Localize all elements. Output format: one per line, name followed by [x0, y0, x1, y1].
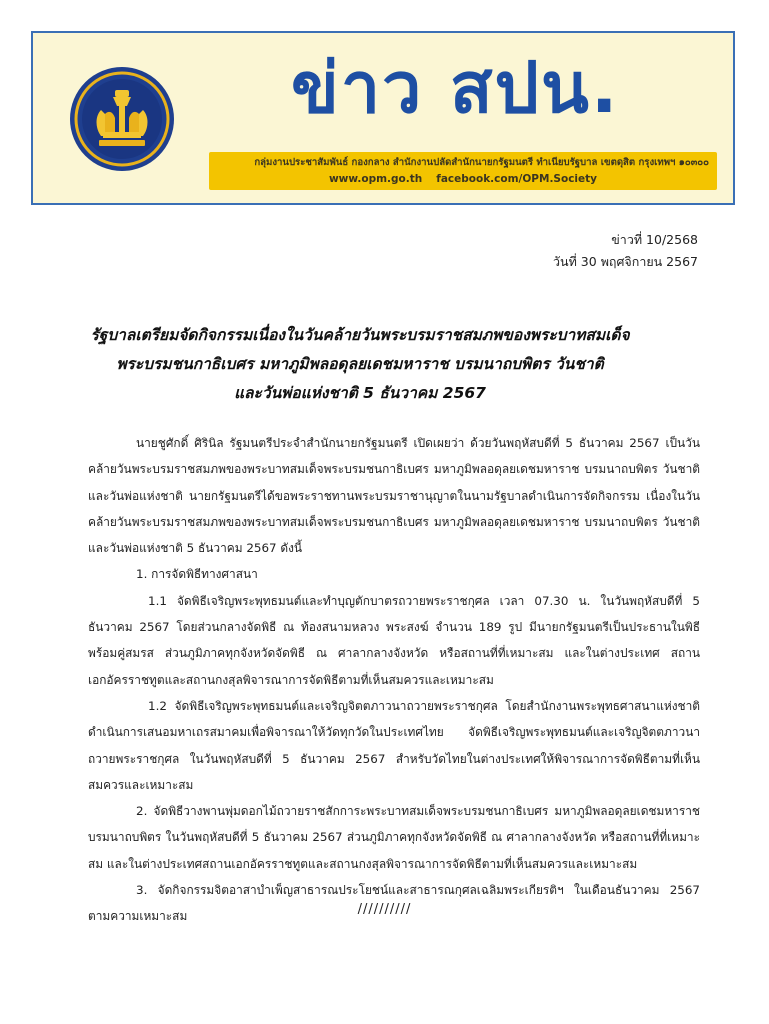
- news-headline: [70, 321, 650, 408]
- item-3-paragraph: 3. จัดกิจกรรมจิตอาสาบำเพ็ญสาธารณประโยชน์และสาธารณกุศลเฉลิมพระเกียรติฯ ในเดือนธันวาคม 2567 ตามความเหมาะสม: [88, 883, 700, 924]
- headline-line-3: และวันพ่อแห่งชาติ 5 ธันวาคม 2567: [234, 384, 486, 402]
- closing-marks: //////////: [357, 902, 412, 917]
- headline-line-1: รัฐบาลเตรียมจัดกิจกรรมเนื่องในวันคล้ายวันพระบรมราชสมภพของพระบาทสมเด็จ: [90, 326, 630, 344]
- contact-info-strip: [209, 152, 717, 190]
- news-brand-title: ข่าว สปน.: [291, 47, 620, 129]
- item-1-1-paragraph: 1.1 จัดพิธีเจริญพระพุทธมนต์และทำบุญตักบาตรถวายพระราชกุศล เวลา 07.30 น. ในวันพฤหัสบดีที่ 5 ธันวาคม 2567 โดยส่วนกลางจัดพิธี ณ ท้องสนามหลวง พระสงฆ์ จำนวน 189 รูป มีนายกรัฐมนตรีเป็นประธานในพิธีพร้อมคู่สมรส ส่วนภูมิภาคทุกจังหวัดจัดพิธี ณ ศาลากลางจังหวัด หรือสถานที่ที่เหมาะสม และในต่างประเทศ สถานเอกอัครราชทูตและสถานกงสุลพิจารณาการจัดพิธีตามที่เห็นสมควรและเหมาะสม: [88, 593, 700, 687]
- headline-line-2: พระบรมชนกาธิเบศร มหาภูมิพลอดุลยเดชมหาราช บรมนาถบพิตร วันชาติ: [116, 355, 604, 373]
- item-1-2-paragraph: 1.2 จัดพิธีเจริญพระพุทธมนต์และเจริญจิตตภาวนาถวายพระราชกุศล โดยสำนักงานพระพุทธศาสนาแห่งชาติ ดำเนินการเสนอมหาเถรสมาคมเพื่อพิจารณาให้วัดทุกวัดในประเทศไทย จัดพิธีเจริญพระพุทธมนต์และเจริญจิตตภาวนาถวายพระราชกุศล ในวันพฤหัสบดีที่ 5 ธันวาคม 2567 สำหรับวัดไทยในต่างประเทศให้พิจารณาการจัดพิธีตามที่เห็นสมควรและเหมาะสม: [88, 698, 700, 792]
- news-header-banner: [31, 31, 735, 205]
- website-link[interactable]: www.opm.go.th: [328, 173, 423, 185]
- news-body: [88, 430, 700, 930]
- intro-paragraph: นายชูศักดิ์ ศิรินิล รัฐมนตรีประจำสำนักนายกรัฐมนตรี เปิดเผยว่า ด้วยวันพฤหัสบดีที่ 5 ธันวาคม 2567 เป็นวันคล้ายวันพระบรมราชสมภพของพระบาทสมเด็จพระบรมชนกาธิเบศร มหาภูมิพลอดุลยเดชมหาราช บรมนาถบพิตร วันชาติ และวันพ่อแห่งชาติ นายกรัฐมนตรีได้ขอพระราชทานพระบรมราชานุญาตในนามรัฐบาลดำเนินการจัดกิจกรรม เนื่องในวันคล้ายวันพระบรมราชสมภพของพระบาทสมเด็จพระบรมชนกาธิเบศร มหาภูมิพลอดุลยเดชมหาราช บรมนาถบพิตร วันชาติ และวันพ่อแห่งชาติ 5 ธันวาคม 2567 ดังนี้: [88, 436, 700, 556]
- royal-seal-emblem-icon: [69, 66, 175, 172]
- facebook-link[interactable]: facebook.com/OPM.Society: [436, 173, 598, 185]
- news-date: วันที่ 30 พฤศจิกายน 2567: [553, 254, 698, 269]
- item-1-heading: 1. การจัดพิธีทางศาสนา: [136, 567, 258, 582]
- news-meta: [553, 229, 698, 273]
- contact-links: [209, 173, 717, 185]
- news-number: ข่าวที่ 10/2568: [611, 232, 698, 247]
- office-address: กลุ่มงานประชาสัมพันธ์ กองกลาง สำนักงานปลัดสำนักนายกรัฐมนตรี ทำเนียบรัฐบาล เขตดุสิต กรุงเทพฯ ๑๐๓๐๐: [254, 157, 709, 168]
- item-2-paragraph: 2. จัดพิธีวางพานพุ่มดอกไม้ถวายราชสักการะพระบาทสมเด็จพระบรมชนกาธิเบศร มหาภูมิพลอดุลยเดชมหาราช บรมนาถบพิตร ในวันพฤหัสบดีที่ 5 ธันวาคม 2567 ส่วนภูมิภาคทุกจังหวัดจัดพิธี ณ ศาลากลางจังหวัด หรือสถานที่ที่เหมาะสม และในต่างประเทศสถานเอกอัครราชทูตและสถานกงสุลพิจารณาการจัดพิธีตามที่เห็นสมควรและเหมาะสม: [88, 804, 700, 871]
